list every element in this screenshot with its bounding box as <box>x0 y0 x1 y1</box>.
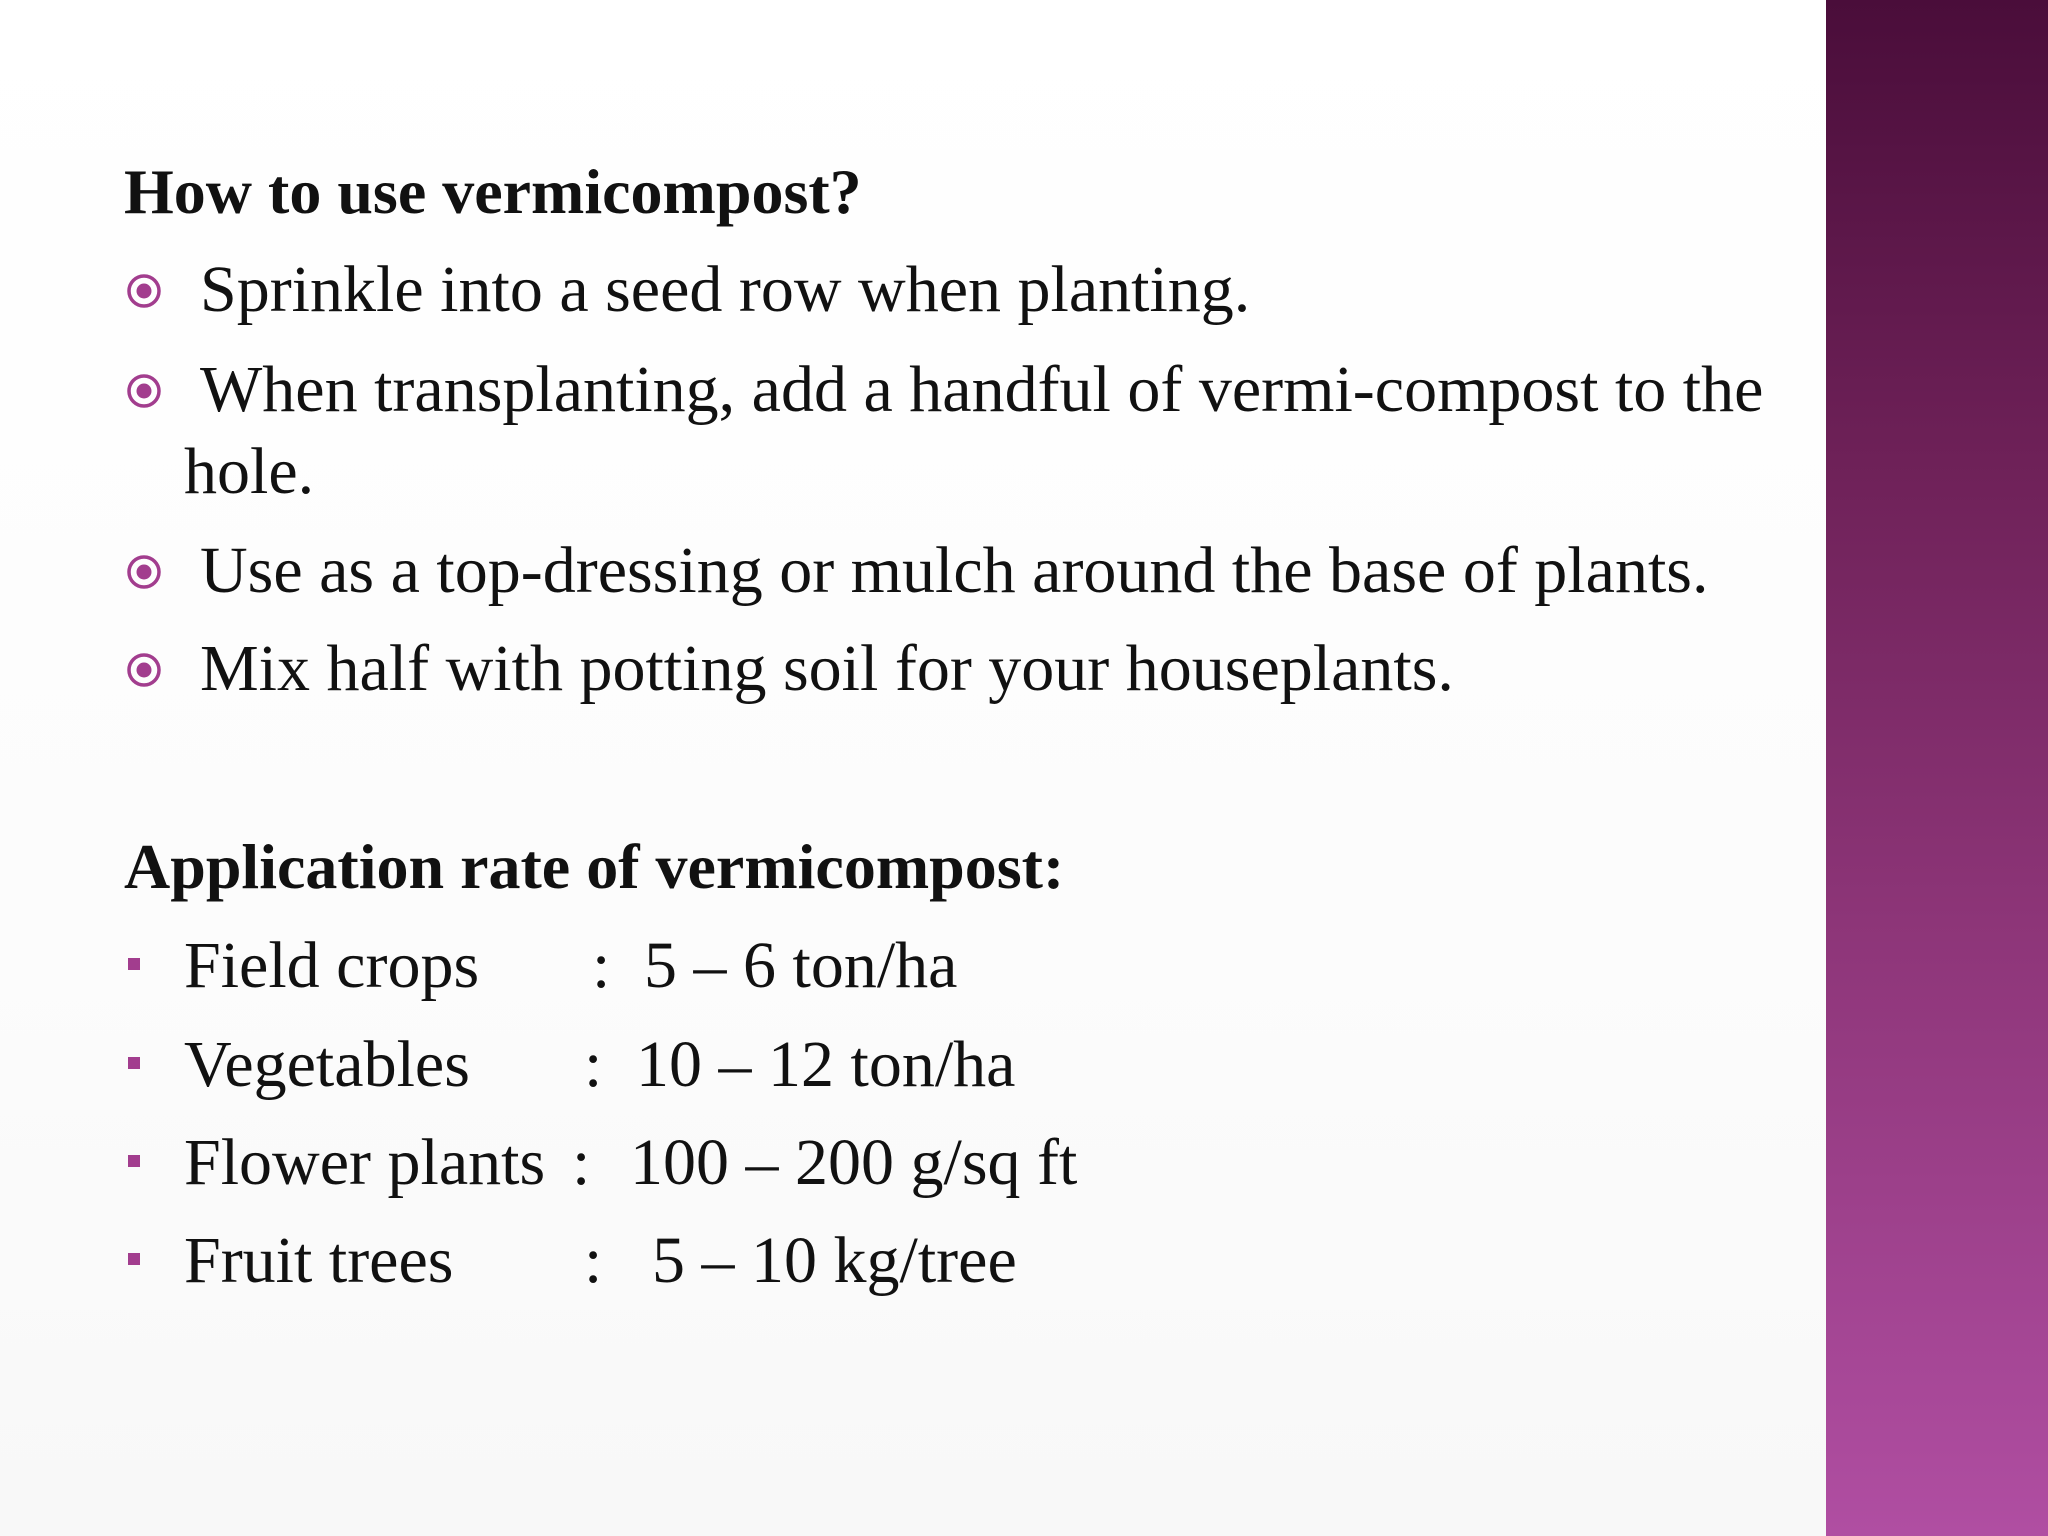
ring-bullet-icon <box>126 652 162 688</box>
ring-bullet-icon <box>126 373 162 409</box>
rate-row <box>0 1024 1826 1106</box>
rate-value: 5 – 6 ton/ha <box>644 929 958 1002</box>
ring-bullet-icon <box>126 273 162 309</box>
rate-row <box>0 1122 1826 1204</box>
rate-separator: : <box>592 929 611 1002</box>
rates-heading: Application rate of vermicompost: <box>124 831 1065 902</box>
decorative-side-band <box>1826 0 2048 1536</box>
rate-label: Flower plants <box>184 1126 546 1199</box>
rate-value: 5 – 10 kg/tree <box>652 1224 1017 1297</box>
rate-row <box>0 925 1826 1007</box>
usage-heading: How to use vermicompost? <box>124 156 862 227</box>
rate-label: Vegetables <box>184 1028 470 1101</box>
usage-item-text: When transplanting, add a handful of vermi-compost to the <box>200 353 1764 426</box>
square-bullet-icon <box>128 1057 140 1069</box>
square-bullet-icon <box>128 958 140 970</box>
rate-value: 100 – 200 g/sq ft <box>630 1126 1078 1199</box>
rate-separator: : <box>584 1028 603 1101</box>
usage-item-text: Sprinkle into a seed row when planting. <box>200 253 1251 326</box>
rate-label: Fruit trees <box>184 1224 454 1297</box>
rate-value: 10 – 12 ton/ha <box>636 1028 1016 1101</box>
rate-separator: : <box>572 1126 591 1199</box>
usage-item-text-continued: hole. <box>184 435 315 508</box>
usage-item-text: Mix half with potting soil for your houseplants. <box>200 632 1454 705</box>
square-bullet-icon <box>128 1253 140 1265</box>
rate-label: Field crops <box>184 929 480 1002</box>
rate-row <box>0 1220 1826 1302</box>
rate-separator: : <box>584 1224 603 1297</box>
usage-item-text: Use as a top-dressing or mulch around the base of plants. <box>200 534 1709 607</box>
ring-bullet-icon <box>126 554 162 590</box>
square-bullet-icon <box>128 1155 140 1167</box>
